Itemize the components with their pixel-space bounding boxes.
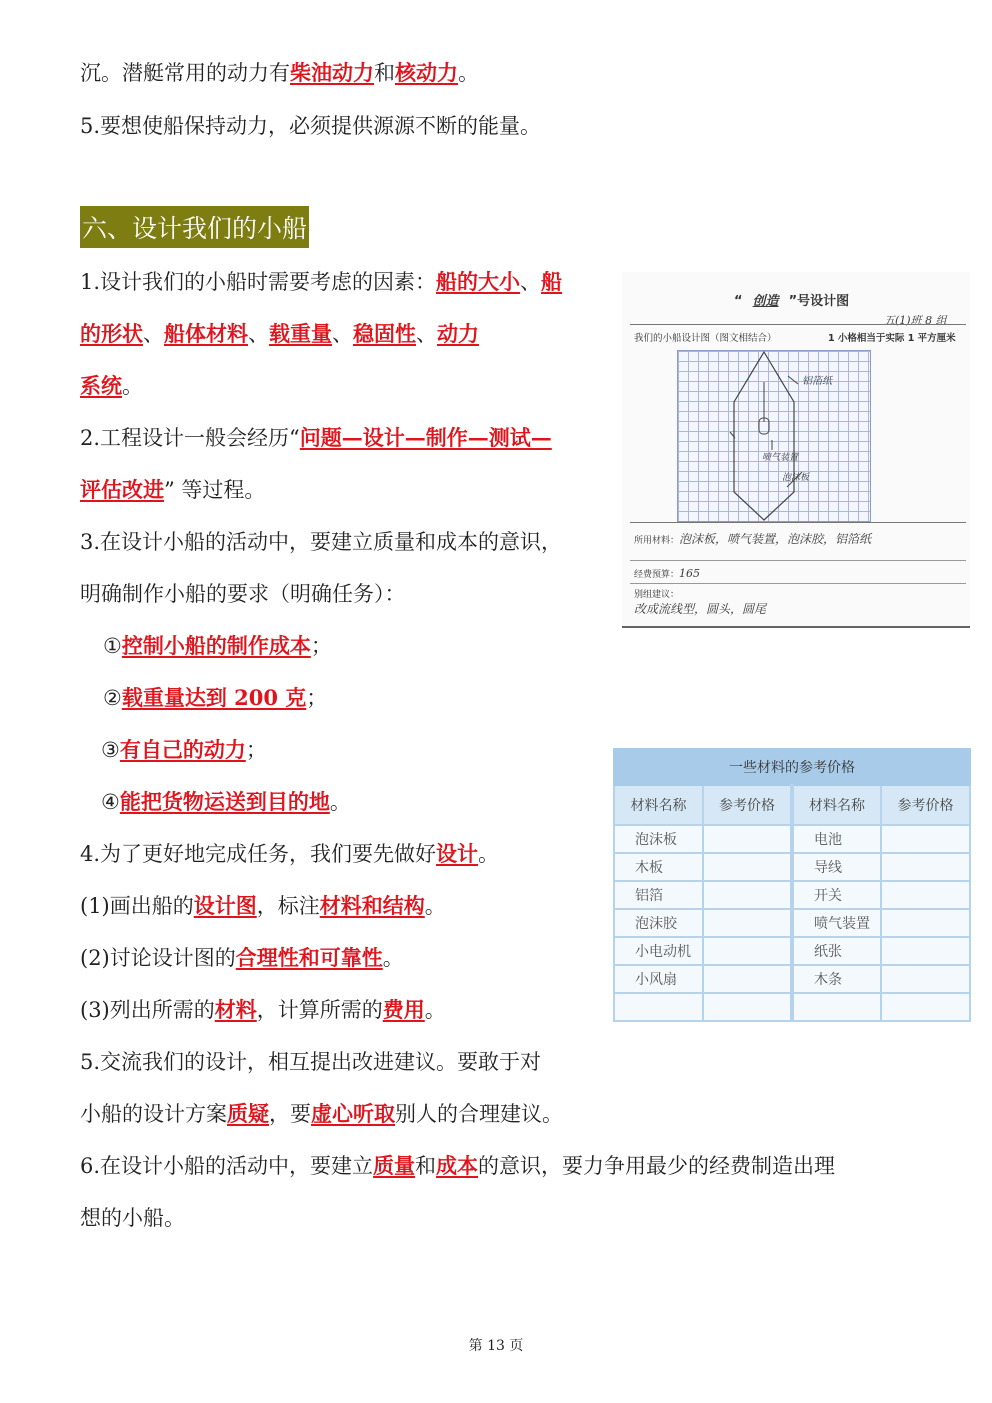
text-line: [80, 1203, 185, 1233]
table-cell: 木条: [792, 965, 881, 993]
text: 和: [415, 1154, 437, 1178]
table-row: [614, 909, 970, 937]
table-cell: 泡沫板: [614, 825, 703, 853]
keyword: 的形状: [80, 321, 143, 346]
text: ” 等过程。: [164, 478, 266, 502]
table-cell: 铝箔: [614, 881, 703, 909]
text: ，计算所需的: [256, 998, 383, 1022]
class-group: 五(1)班 8 组: [884, 314, 947, 327]
table-cell: [881, 965, 970, 993]
text-line: [80, 891, 446, 921]
keyword: 能把货物运送到目的地: [119, 789, 330, 814]
advice-label: 别组建议：: [634, 590, 680, 600]
text: 想的小船。: [80, 1206, 185, 1230]
keyword: 费用: [382, 997, 425, 1022]
text: ；: [306, 686, 328, 710]
column-header: 参考价格: [881, 785, 970, 825]
keyword: 系统: [80, 373, 122, 398]
table-header-row: [614, 785, 970, 825]
keyword: 控制小船的制作成本: [121, 633, 311, 658]
text-line: [80, 1151, 835, 1181]
label-sail: 铝箔纸: [802, 376, 832, 387]
keyword: 船体材料: [164, 321, 248, 346]
text-line: [103, 683, 327, 713]
text-line: [80, 371, 143, 401]
keyword: 质疑: [227, 1101, 269, 1126]
text: 3.在设计小船的活动中，要建立质量和成本的意识，: [80, 530, 563, 554]
text: 6.在设计小船的活动中，要建立: [80, 1154, 374, 1178]
text: 。: [329, 790, 351, 814]
boat-sketch: [622, 272, 970, 542]
text: (1)画出船的: [80, 894, 194, 918]
keyword: 评估改进: [80, 477, 164, 502]
table-cell: [792, 993, 881, 1021]
table-cell: [703, 853, 792, 881]
keyword: 柴油动力: [290, 60, 374, 85]
table-cell: 开关: [792, 881, 881, 909]
text: ②: [103, 686, 122, 710]
table-cell: [881, 853, 970, 881]
text-line: [80, 1047, 541, 1077]
text-line: [80, 579, 406, 609]
price-table: [613, 748, 971, 1022]
left-caption: 我们的小船设计图（图文相结合）: [634, 333, 777, 344]
keyword: 载重量: [269, 321, 332, 346]
table-cell: 泡沫胶: [614, 909, 703, 937]
table-row: [614, 965, 970, 993]
column-header: 参考价格: [703, 785, 792, 825]
column-header: 材料名称: [614, 785, 703, 825]
text-line: [103, 631, 332, 661]
text-line: [80, 423, 552, 453]
text: ③: [101, 738, 120, 762]
text-line: [101, 735, 267, 765]
label-foam: 泡沫板: [782, 473, 810, 483]
table-cell: [703, 825, 792, 853]
text: 的意识，要力争用最少的经费制造出理: [478, 1154, 836, 1178]
section-heading: 六、设计我们的小船: [80, 206, 309, 248]
divider: [630, 560, 966, 561]
text: (3)列出所需的: [80, 998, 215, 1022]
page-number: 第 13 页: [468, 1338, 524, 1354]
text: 、: [332, 322, 353, 346]
keyword: 核动力: [395, 60, 458, 85]
price-table-figure: [613, 748, 971, 1026]
text: 别人的合理建议。: [395, 1102, 563, 1126]
table-cell: [881, 993, 970, 1021]
right-caption: 1 小格相当于实际 1 平方厘米: [828, 333, 956, 344]
text-line: [80, 319, 479, 349]
table-row: [614, 825, 970, 853]
keyword: 船: [541, 269, 563, 294]
table-cell: [881, 909, 970, 937]
divider: [630, 522, 966, 523]
table-cell: 喷气装置: [792, 909, 881, 937]
keyword: 载重量达到 200 克: [121, 685, 307, 710]
text: 。: [478, 842, 500, 866]
text: 4.为了更好地完成任务，我们要先做好: [80, 842, 437, 866]
keyword: 船的大小: [436, 269, 521, 294]
text: ，标注: [256, 894, 320, 918]
keyword: 材料和结构: [319, 893, 425, 918]
design-title: “ 创造 ”号设计图: [734, 294, 850, 309]
keyword: 材料: [214, 997, 257, 1022]
text: ①: [103, 634, 122, 658]
text: ，要: [269, 1102, 311, 1126]
budget-row: 经费预算：165: [634, 567, 701, 580]
text: (2)讨论设计图的: [80, 946, 236, 970]
text-line: [80, 58, 479, 88]
table-row: [614, 853, 970, 881]
text-line: [80, 943, 404, 973]
text-line: [80, 1099, 563, 1129]
keyword: 动力: [437, 321, 479, 346]
table-cell: [881, 881, 970, 909]
table-row: [614, 993, 970, 1021]
table-cell: [881, 825, 970, 853]
text: 。: [424, 894, 446, 918]
text: 2.工程设计一般会经历“: [80, 426, 300, 450]
text: 小船的设计方案: [80, 1102, 227, 1126]
text-line: [101, 787, 351, 817]
keyword: 合理性和可靠性: [235, 945, 383, 970]
table-cell: 电池: [792, 825, 881, 853]
table-cell: [881, 937, 970, 965]
table-cell: 小电动机: [614, 937, 703, 965]
text: 。: [382, 946, 404, 970]
table-row: [614, 881, 970, 909]
text: 明确制作小船的要求（明确任务）：: [80, 582, 406, 606]
table-cell: [703, 881, 792, 909]
divider: [630, 583, 966, 584]
table-cell: 纸张: [792, 937, 881, 965]
text: ；: [310, 634, 332, 658]
table-cell: [614, 993, 703, 1021]
text: 。: [424, 998, 446, 1022]
text-line: [80, 527, 562, 557]
keyword: 质量: [373, 1153, 416, 1178]
text: 。: [122, 374, 143, 398]
text-line: [80, 267, 562, 297]
text: 、: [416, 322, 437, 346]
materials-row: 所用材料：泡沫板，喷气装置，泡沫胶，铝箔纸: [634, 532, 872, 546]
text: 和: [374, 61, 395, 85]
table-cell: [703, 965, 792, 993]
text-line: [80, 111, 541, 141]
text: 5.要想使船保持动力，必须提供源源不断的能量。: [80, 114, 542, 138]
column-header: 材料名称: [792, 785, 881, 825]
table-cell: [703, 993, 792, 1021]
keyword: 设计: [436, 841, 479, 866]
keyword: 问题—设计—制作—测试—: [299, 425, 552, 450]
text: 沉。潜艇常用的动力有: [80, 61, 290, 85]
text: 。: [458, 61, 479, 85]
text-line: [80, 995, 446, 1025]
table-caption: 一些材料的参考价格: [614, 749, 970, 785]
text: 、: [520, 270, 542, 294]
text: 5.交流我们的设计，相互提出改进建议。要敢于对: [80, 1050, 542, 1074]
text-line: [80, 475, 265, 505]
keyword: 稳固性: [353, 321, 416, 346]
text: 1.设计我们的小船时需要考虑的因素：: [80, 270, 437, 294]
text: ④: [101, 790, 120, 814]
table-cell: [703, 909, 792, 937]
label-jet: 喷气装置: [762, 453, 799, 463]
text-line: [80, 839, 499, 869]
keyword: 成本: [436, 1153, 479, 1178]
keyword: 设计图: [193, 893, 257, 918]
advice-value: 改成流线型，圆头，圆尾: [634, 602, 767, 616]
text: 、: [248, 322, 269, 346]
table-cell: [703, 937, 792, 965]
keyword: 虚心听取: [311, 1101, 395, 1126]
text: ；: [245, 738, 267, 762]
text: 、: [143, 322, 164, 346]
table-row: [614, 937, 970, 965]
table-cell: 导线: [792, 853, 881, 881]
design-sheet-figure: [622, 272, 970, 628]
table-cell: 小风扇: [614, 965, 703, 993]
keyword: 有自己的动力: [119, 737, 246, 762]
table-cell: 木板: [614, 853, 703, 881]
